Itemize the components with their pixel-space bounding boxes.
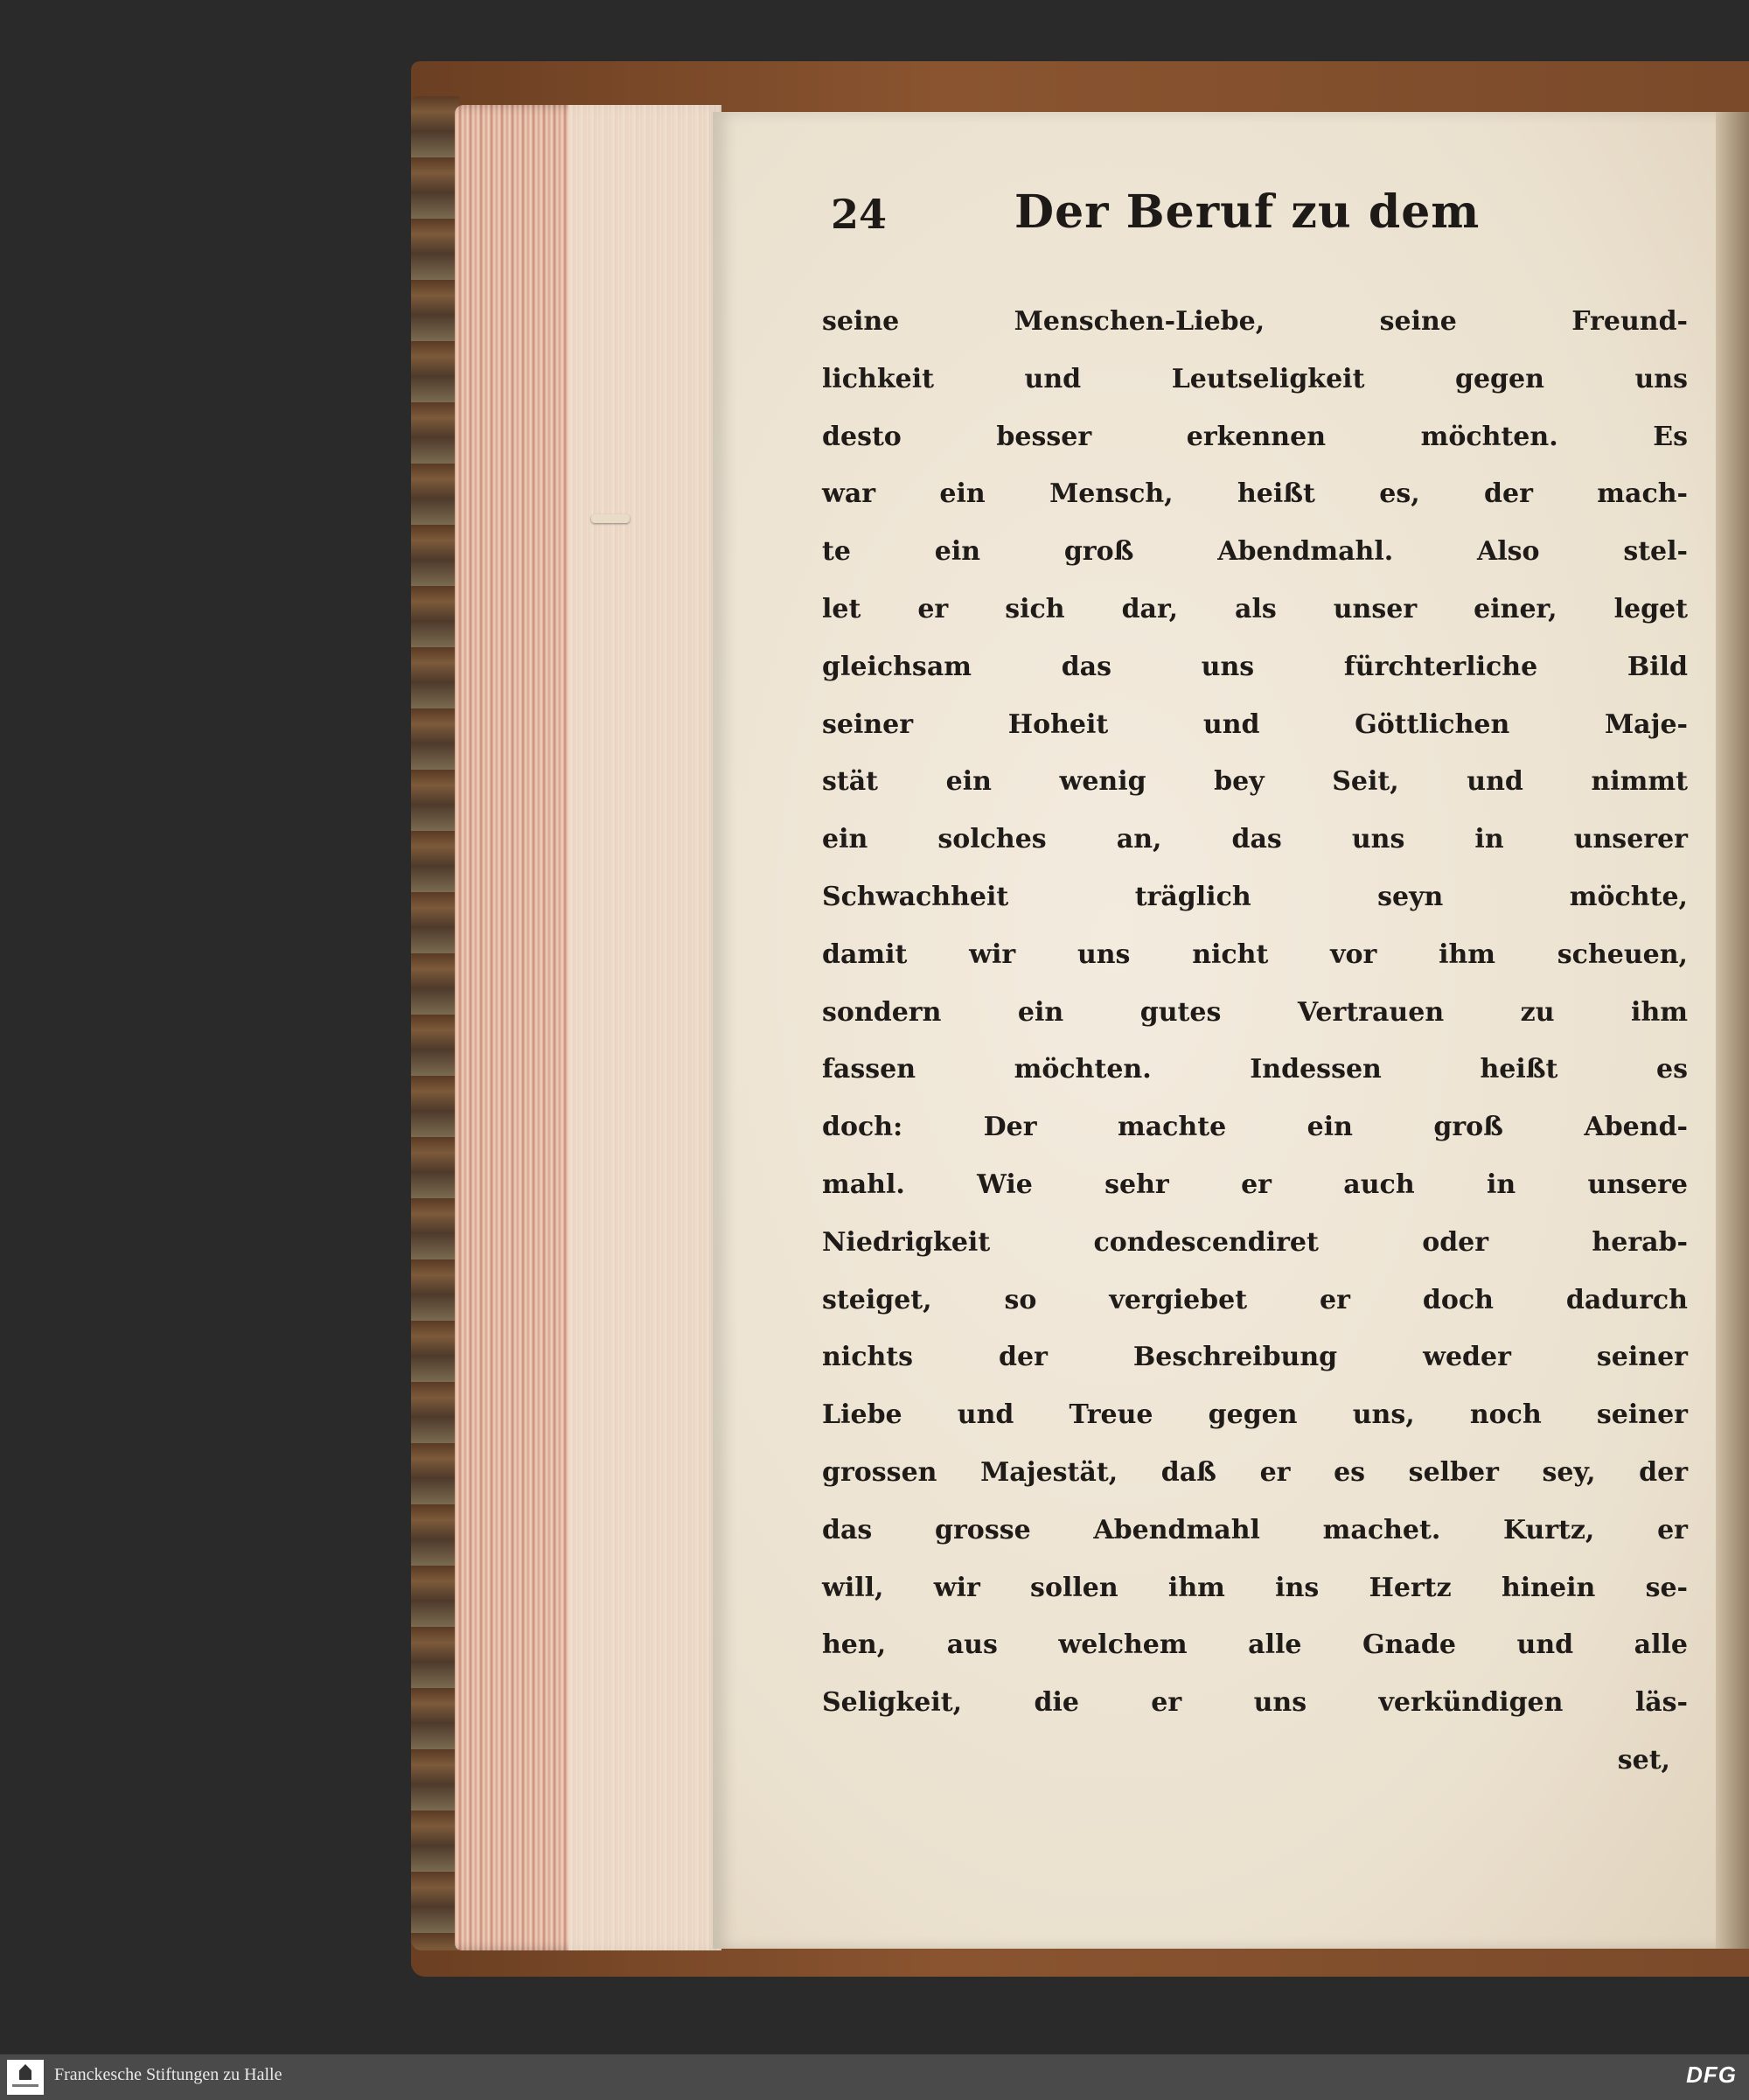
text-line: hen, aus welchem alle Gnade und alle (822, 1629, 1688, 1661)
text-line: sondern ein gutes Vertrauen zu ihm (822, 996, 1688, 1028)
running-head (831, 185, 1705, 243)
text-line: steiget, so vergiebet er doch dadurch (822, 1284, 1688, 1315)
viewer-footer (0, 2054, 1749, 2100)
binding-thread (591, 514, 630, 523)
text-line: mahl. Wie sehr er auch in unsere (822, 1169, 1688, 1200)
text-line: Liebe und Treue gegen uns, noch seiner (822, 1399, 1688, 1431)
text-line: ein solches an, das uns in unserer (822, 824, 1688, 855)
text-line: das grosse Abendmahl machet. Kurtz, er (822, 1514, 1688, 1545)
text-line: will, wir sollen ihm ins Hertz hinein se- (822, 1572, 1688, 1603)
catchword: set, (1617, 1744, 1670, 1776)
text-line: lichkeit und Leutseligkeit gegen uns (822, 363, 1688, 394)
book-spine (411, 96, 459, 1950)
text-line: desto besser erkennen möchten. Es (822, 421, 1688, 452)
text-line: war ein Mensch, heißt es, der mach- (822, 478, 1688, 510)
running-head-title: Der Beruf zu dem (1014, 185, 1481, 239)
page-body-text (822, 293, 1688, 1790)
text-line: gleichsam das uns fürchterliche Bild (822, 651, 1688, 682)
text-line: seine Menschen-Liebe, seine Freund- (822, 306, 1688, 337)
dfg-logo[interactable]: DFG (1686, 2062, 1737, 2088)
text-line: grossen Majestät, daß er es selber sey, der (822, 1456, 1688, 1488)
text-line: fassen möchten. Indessen heißt es (822, 1054, 1688, 1085)
text-line: Niedrigkeit condescendiret oder herab- (822, 1226, 1688, 1258)
text-line: doch: Der machte ein groß Abend- (822, 1112, 1688, 1143)
facing-page-edge (1716, 112, 1749, 1949)
text-line: te ein groß Abendmahl. Also stel- (822, 536, 1688, 568)
franckesche-stiftungen-logo-icon[interactable] (7, 2060, 44, 2095)
text-line: seiner Hoheit und Göttlichen Maje- (822, 708, 1688, 740)
text-line: stät ein wenig bey Seit, und nimmt (822, 766, 1688, 798)
text-line: nichts der Beschreibung weder seiner (822, 1342, 1688, 1373)
text-line: damit wir uns nicht vor ihm scheuen, (822, 938, 1688, 970)
page-edges-highlight (568, 105, 721, 1950)
text-line: Seligkeit, die er uns verkündigen läs- (822, 1687, 1688, 1719)
page-number: 24 (831, 191, 888, 238)
text-line: let er sich dar, als unser einer, leget (822, 593, 1688, 624)
text-line: Schwachheit träglich seyn möchte, (822, 881, 1688, 912)
institution-label[interactable]: Franckesche Stiftungen zu Halle (54, 2065, 282, 2084)
